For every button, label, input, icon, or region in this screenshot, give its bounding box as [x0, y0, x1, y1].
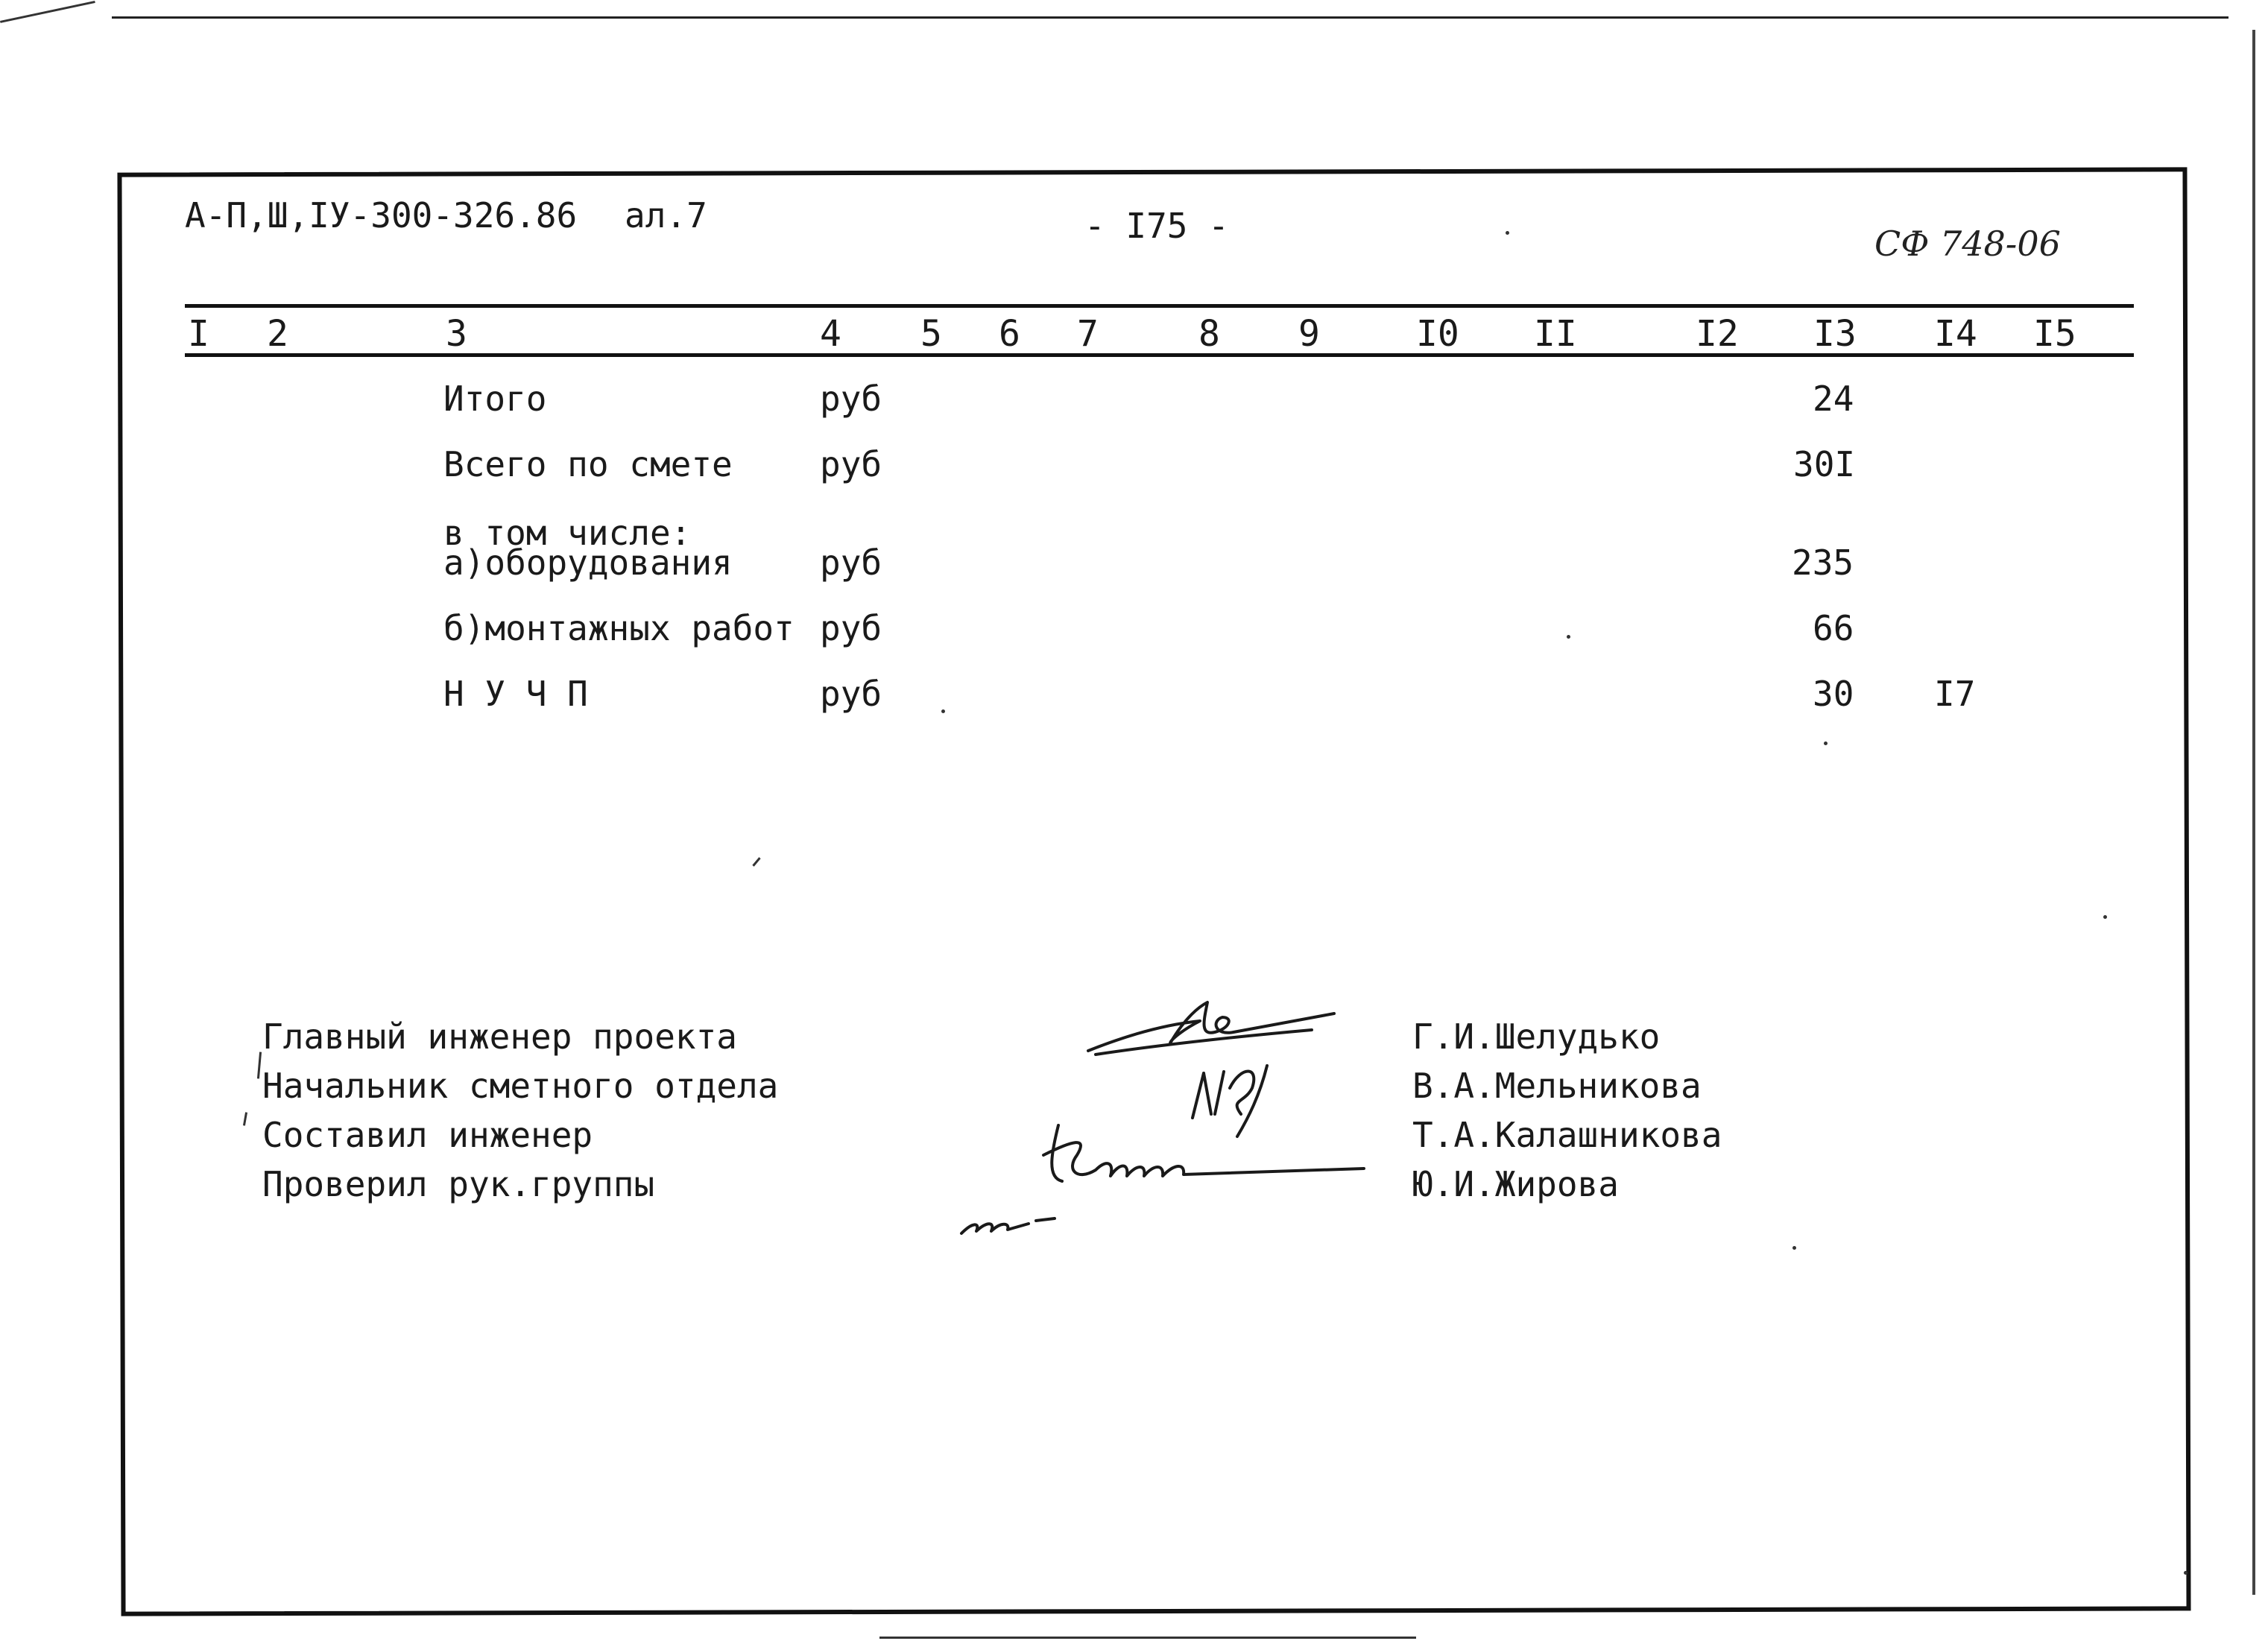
column-number: I5	[2033, 313, 2076, 355]
column-number: 5	[920, 313, 942, 355]
row-unit: руб	[820, 674, 882, 714]
handwritten-signatures	[947, 976, 1409, 1289]
column-number: I	[188, 313, 209, 355]
page-number: - I75 -	[1084, 206, 1229, 246]
column-number: I0	[1416, 313, 1459, 355]
row-value-col13: 66	[1813, 608, 1854, 648]
row-unit: руб	[820, 608, 882, 648]
row-value-col13: 24	[1813, 379, 1854, 419]
header-rule-top	[185, 304, 2134, 308]
scan-speck	[2184, 1571, 2188, 1575]
signature-1-stroke	[1088, 1002, 1334, 1051]
row-value-col14: I7	[1934, 674, 1976, 714]
row-name: Н У Ч П	[443, 674, 588, 714]
scan-speck	[1824, 742, 1828, 745]
column-number: 9	[1298, 313, 1320, 355]
column-number: I2	[1696, 313, 1739, 355]
signer-role: Начальник сметного отдела	[262, 1066, 779, 1106]
scan-speck	[941, 709, 945, 713]
scan-speck	[1792, 1246, 1796, 1250]
signature-2-stroke	[1193, 1066, 1267, 1136]
page-frame	[117, 167, 2190, 1616]
column-number: I4	[1934, 313, 1977, 355]
signer-name: В.А.Мельникова	[1412, 1066, 1702, 1106]
row-value-col13: 235	[1792, 543, 1854, 583]
signer-role: Главный инженер проекта	[262, 1016, 737, 1057]
column-number: 4	[820, 313, 841, 355]
document-code: А-П,Ш,IУ-300-326.86	[185, 195, 578, 235]
column-number: 2	[267, 313, 288, 355]
row-unit: руб	[820, 444, 882, 484]
signature-1-underline	[1096, 1030, 1312, 1055]
signer-name: Г.И.Шелудько	[1412, 1016, 1661, 1057]
column-number: 6	[999, 313, 1020, 355]
column-number: II	[1534, 313, 1577, 355]
signer-role: Проверил рук.группы	[262, 1164, 655, 1204]
row-unit: руб	[820, 379, 882, 419]
column-number: 8	[1198, 313, 1220, 355]
column-number: I3	[1813, 313, 1857, 355]
column-number: 3	[446, 313, 467, 355]
row-value-col13: 30I	[1793, 444, 1856, 484]
scan-bottom-edge	[879, 1637, 1416, 1639]
signature-3-stroke	[1043, 1125, 1364, 1181]
column-number: 7	[1077, 313, 1099, 355]
row-unit: руб	[820, 543, 882, 583]
signer-name: Ю.И.Жирова	[1412, 1164, 1619, 1204]
archive-stamp: СФ 748-06	[1874, 224, 2061, 264]
row-name: а)оборудования	[443, 543, 733, 583]
scan-speck	[1506, 231, 1509, 235]
row-name-prefix: в том числе:	[443, 513, 692, 553]
row-value-col13: 30	[1813, 674, 1854, 714]
row-name: Всего по смете	[443, 444, 733, 484]
scan-top-edge	[112, 16, 2228, 19]
signature-4-stroke	[961, 1218, 1055, 1233]
scan-corner-mark	[0, 1, 95, 23]
row-name: б)монтажных работ	[443, 608, 795, 648]
signer-role: Составил инженер	[262, 1115, 593, 1155]
scan-right-edge	[2252, 30, 2255, 1595]
scan-speck	[2103, 915, 2107, 919]
row-name: Итого	[443, 379, 547, 419]
sheet-label: ал.7	[625, 195, 707, 235]
scan-speck	[1567, 635, 1570, 639]
signer-name: Т.А.Калашникова	[1412, 1115, 1722, 1155]
